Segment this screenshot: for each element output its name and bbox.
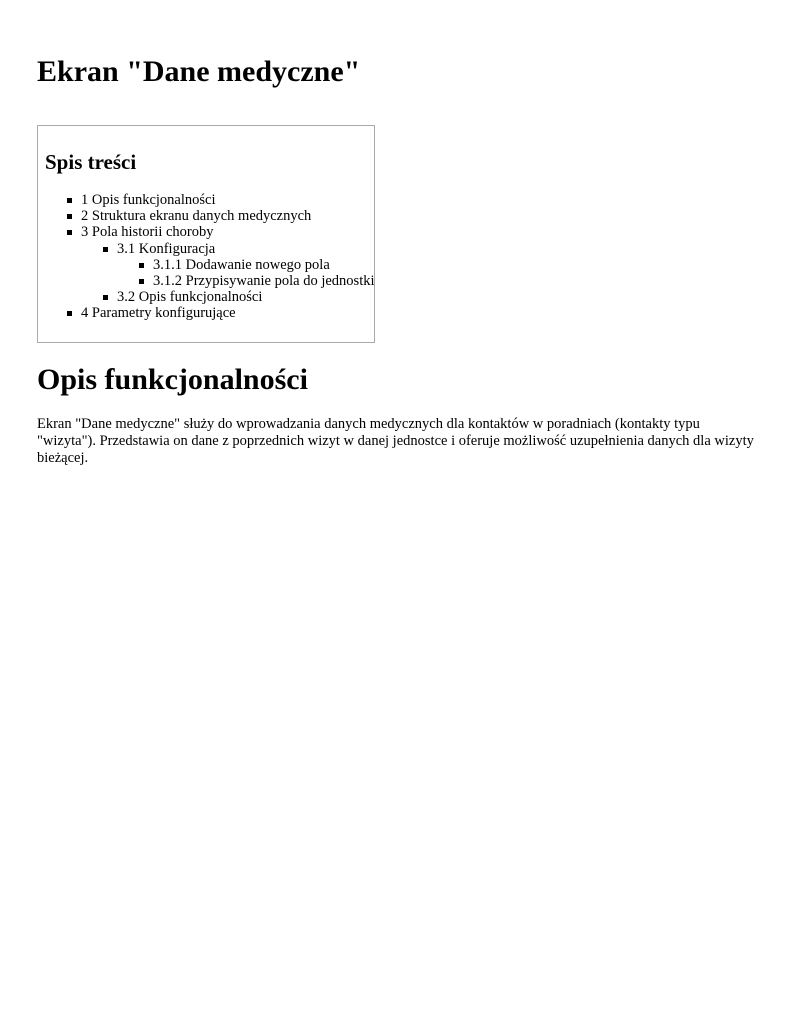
toc-item-label[interactable]: 3 Pola historii choroby [81,224,214,241]
page-title: Ekran "Dane medyczne" [37,55,361,88]
toc-item-opis-funkcjonalnosci[interactable] [37,192,375,208]
bullet-icon [67,311,72,316]
toc-item-label[interactable]: 2 Struktura ekranu danych medycznych [81,208,312,225]
toc-item-dodawanie-nowego-pola[interactable] [37,257,375,273]
section-heading: Opis funkcjonalności [37,363,308,396]
toc-item-label[interactable]: 4 Parametry konfigurujące [81,305,236,322]
toc-item-parametry-konfigurujace[interactable] [37,305,375,321]
toc-item-pola-historii-choroby[interactable] [37,224,375,240]
bullet-icon [103,295,108,300]
toc-item-konfiguracja[interactable] [37,241,375,257]
bullet-icon [67,214,72,219]
bullet-icon [139,279,144,284]
toc-item-label[interactable]: 3.1.2 Przypisywanie pola do jednostki [153,272,375,289]
toc-item-opis-funkcjonalnosci-sub[interactable] [37,289,375,305]
toc-item-przypisywanie-pola[interactable] [37,273,375,289]
toc-item-struktura-ekranu[interactable] [37,208,375,224]
bullet-icon [67,198,72,203]
bullet-icon [67,230,72,235]
toc-item-label[interactable]: 3.1.1 Dodawanie nowego pola [153,256,330,273]
toc-item-label[interactable]: 3.2 Opis funkcjonalności [117,289,263,306]
section-paragraph: Ekran "Dane medyczne" służy do wprowadzania danych medycznych dla kontaktów w poradniach (kontakty typu "wizyta"). Przedstawia on dane z poprzednich wizyt w danej jednostce i oferuje możliwość uzupełnienia danych dla wizyty bieżącej. [37,416,754,466]
bullet-icon [103,247,108,252]
toc-item-label[interactable]: 3.1 Konfiguracja [117,240,216,257]
toc-heading: Spis treści [45,150,137,174]
toc-item-label[interactable]: 1 Opis funkcjonalności [81,192,216,208]
bullet-icon [139,263,144,268]
toc-list [37,192,375,322]
